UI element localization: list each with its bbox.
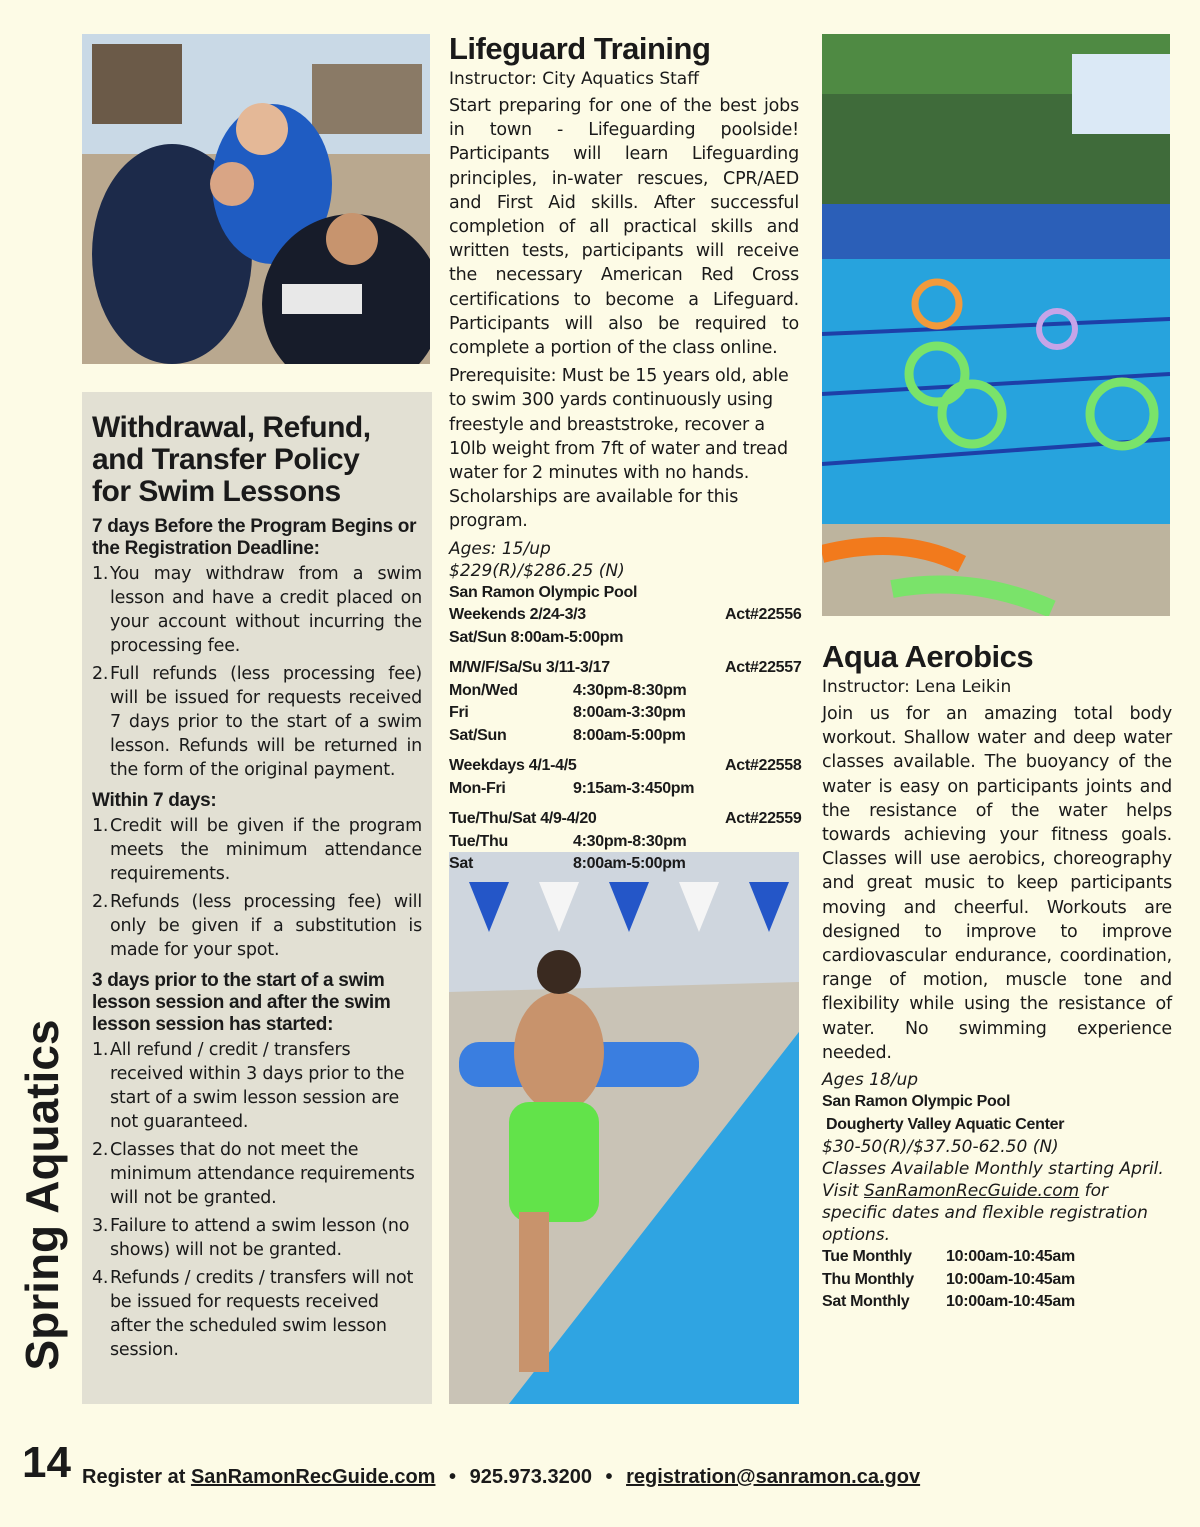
aqua-ages: Ages 18/up [822,1070,919,1091]
activity-number: Act#22558 [725,757,802,775]
policy-title: Withdrawal, Refund, and Transfer Policy for Swim Lessons [92,411,371,508]
lifeguard-location: San Ramon Olympic Pool [449,583,638,601]
separator: • [449,1466,457,1488]
lifeguard-training-section [449,30,802,876]
separator: • [605,1466,613,1488]
aqua-instructor: Instructor: Lena Leikin [822,677,1012,697]
session-block [449,604,802,649]
lifeguard-ages: Ages: 15/up [449,538,551,559]
policy-item: 2. Classes that do not meet the minimum attendance requirements will not be granted. [92,1140,415,1208]
schedule-day: Tue Monthly [822,1248,912,1266]
session-name: Weekends 2/24-3/3 [449,606,586,624]
activity-number: Act#22556 [725,606,802,624]
session-day: Fri [449,704,469,722]
session-time: 8:00am-5:00pm [573,855,686,873]
aqua-visit-note: Visit SanRamonRecGuide.com for specific dates and flexible registration options. [822,1181,1148,1246]
session-day: Mon/Wed [449,681,518,699]
session-block [449,808,802,876]
session-day: Sat/Sun [449,726,507,744]
schedule-time: 10:00am-10:45am [946,1293,1075,1311]
page-number: 14 [22,1438,71,1487]
activity-number: Act#22557 [725,659,802,677]
policy-item: 1. All refund / credit / transfers received within 3 days prior to the start of a swim lesson session are not guaranteed. [92,1040,405,1132]
section-side-title [12,1020,72,1370]
session-time: 4:30pm-8:30pm [573,681,687,699]
policy-list [92,1038,422,1362]
session-block [449,755,802,800]
policy-item: 2. Full refunds (less processing fee) will be issued for requests received 7 days prior to the start of a swim lesson. Refunds will be returned in the form of the original payment. [92,664,422,780]
schedule-time: 10:00am-10:45am [946,1248,1075,1266]
session-name: Tue/Thu/Sat 4/9-4/20 [449,810,597,828]
phone-number[interactable]: 925.973.3200 [469,1466,592,1488]
session-day: Mon-Fri [449,779,506,797]
policy-list [92,562,422,782]
session-name: Weekdays 4/1-4/5 [449,757,577,775]
aqua-availability: Classes Available Monthly starting April. [822,1159,1164,1180]
schedule-time: 10:00am-10:45am [946,1270,1075,1288]
session-time: 9:15am-3:450pm [573,779,695,797]
session-block [449,657,802,747]
schedule-day: Thu Monthly [822,1270,914,1288]
aqua-aerobics-section [822,638,1172,1314]
policy-list [92,814,422,962]
policy-section-heading: 7 days Before the Program Begins or the Registration Deadline: [92,516,417,559]
policy-item: 1. Credit will be given if the program meets the minimum attendance requirements. [92,816,422,884]
lifeguard-photo [449,852,799,1404]
activity-number: Act#22559 [725,810,802,828]
policy-item: 4. Refunds / credits / transfers will not be issued for requests received after the scheduled swim lesson session. [92,1268,414,1360]
lifeguard-price: $229(R)/$286.25 (N) [449,560,625,581]
aqua-location: San Ramon Olympic Pool [822,1093,1011,1111]
footer-bar [82,1466,920,1489]
lifeguard-description: Start preparing for one of the best jobs in town - Lifeguarding poolside! Participants will learn Lifeguarding principles, in-water rescues, CPR/AED and First Aid skills. After successful completion of all practical skills and written tests, participants will receive the necessary American Red Cross certifications to become a Lifeguard. Participants will also be required to complete a portion of the class online. [449,96,799,359]
session-time: 4:30pm-8:30pm [573,832,687,850]
aqua-price: $30-50(R)/$37.50-62.50 (N) [822,1137,1059,1158]
email-link[interactable]: registration@sanramon.ca.gov [626,1466,921,1488]
aqua-description: Join us for an amazing total body workout. Shallow water and deep water classes available. The buoyancy of the water is easy on participants joints and the resistance of the water helps towards achieving your fitness goals. Classes will use aerobics, choreography and great music to keep participants moving and cheerful. Workouts are designed to improve to improve cardiovascular endurance, coordination, range of motion, muscle tone and flexibility while using the resistance of water. No swimming experience needed. [822,704,1172,1063]
register-prefix: Register at [82,1466,186,1488]
refund-policy-box [82,392,432,1404]
schedule-day: Sat Monthly [822,1293,910,1311]
policy-section-heading: Within 7 days: [92,790,217,811]
policy-item: 1. You may withdraw from a swim lesson and have a credit placed on your account without incurring the processing fee. [92,564,422,656]
session-day: Tue/Thu [449,832,508,850]
policy-item: 3. Failure to attend a swim lesson (no shows) will not be granted. [92,1216,410,1260]
policy-item: 2. Refunds (less processing fee) will only be given if a substitution is made for your spot. [92,892,422,960]
session-name: M/W/F/Sa/Su 3/11-3/17 [449,659,610,677]
site-link[interactable]: SanRamonRecGuide.com [190,1466,436,1488]
recguide-link[interactable]: SanRamonRecGuide.com [864,1181,1080,1202]
lifeguard-title: Lifeguard Training [449,31,711,66]
lifeguard-instructor: Instructor: City Aquatics Staff [449,69,699,89]
session-time: 8:00am-3:30pm [573,704,686,722]
session-day: Sat/Sun 8:00am-5:00pm [449,628,624,646]
side-title-text: Spring Aquatics [16,1019,68,1371]
session-day: Sat [449,855,473,873]
aqua-title: Aqua Aerobics [822,639,1034,674]
cpr-training-photo [82,34,430,364]
session-time: 8:00am-5:00pm [573,726,686,744]
policy-section-heading: 3 days prior to the start of a swim lesson session and after the swim lesson session has started: [92,970,391,1035]
aqua-location: Dougherty Valley Aquatic Center [826,1115,1065,1133]
aqua-aerobics-photo [822,34,1170,616]
lifeguard-prerequisite: Prerequisite: Must be 15 years old, able to swim 300 yards continuously using freestyle and breaststroke, recover a 10lb weight from 7ft of water and tread water for 2 minutes with no hands. Scholarships are available for this program. [449,366,789,532]
